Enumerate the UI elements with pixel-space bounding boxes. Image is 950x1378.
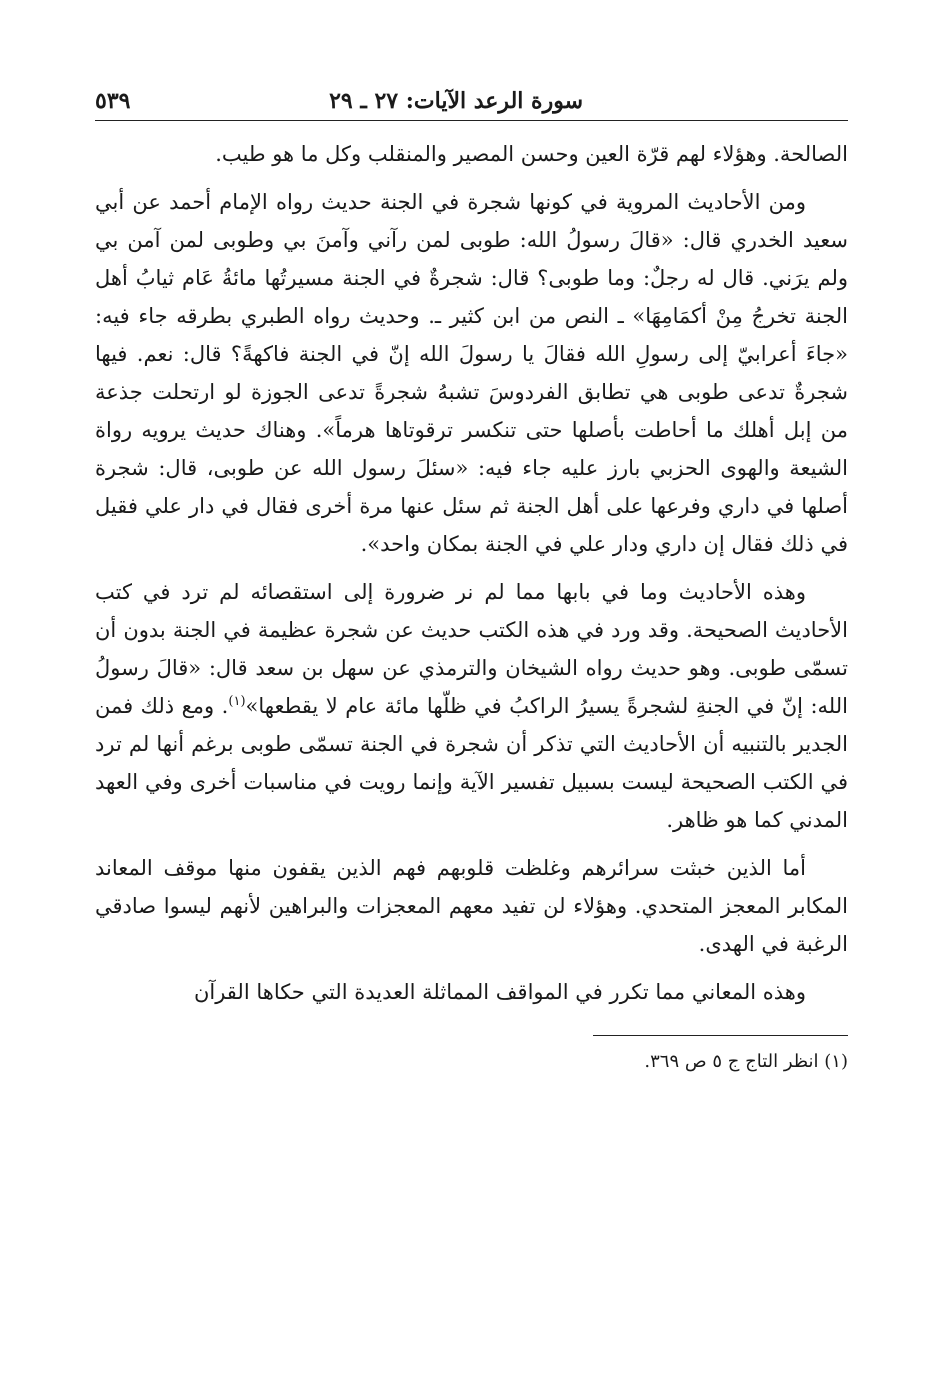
paragraph: ومن الأحاديث المروية في كونها شجرة في الجنة حديث رواه الإمام أحمد عن أبي سعيد الخدري قال: «قالَ رسولُ الله: طوبى لمن رآني وآمنَ بي وطوبى لمن آمن بي ولم يرَني. قال له رجلٌ: وما طوبى؟ قال: شجرةٌ في الجنة مسيرتُها مائةُ عَام ثيابُ أهل الجنة تخرجُ مِنْ أكمَامِهَا» ـ النص من ابن كثير ـ. وحديث رواه الطبري بطرقه جاء فيه: «جاءَ أعرابيّ إلى رسولِ الله فقالَ يا رسولَ الله إنّ في الجنة فاكهةً؟ قال: نعم. فيها شجرةٌ تدعى طوبى هي تطابق الفردوسَ تشبهُ شجرةً تدعى الجوزة لو ارتحلت جذعة من إبل أهلك ما أحاطت بأصلها حتى تنكسر ترقوتاها هرماً». وهناك حديث يرويه رواة الشيعة والهوى الحزبي بارز عليه جاء فيه: «سئلَ رسول الله عن طوبى، قال: شجرة أصلها في داري وفرعها على أهل الجنة ثم سئل عنها مرة أخرى فقال في دار علي فقيل في ذلك فقال إن داري ودار علي في الجنة بمكان واحد». bbox=[95, 190, 848, 556]
footnote-marker: (١) bbox=[228, 694, 246, 709]
paragraph: وهذه المعاني مما تكرر في المواقف المماثلة العديدة التي حكاها القرآن bbox=[193, 980, 806, 1004]
header-title: سورة الرعد الآيات: ٢٧ ـ ٢٩ bbox=[329, 88, 583, 114]
paragraph: الصالحة. وهؤلاء لهم قرّة العين وحسن المصير والمنقلب وكل ما هو طيب. bbox=[215, 142, 848, 166]
footnote-divider bbox=[593, 1035, 848, 1036]
footnote: (١) انظر التاج ج ٥ ص ٣٦٩. bbox=[644, 1051, 848, 1072]
paragraph bbox=[95, 573, 848, 839]
paragraph: أما الذين خبثت سرائرهم وغلظت قلوبهم فهم الذين يقفون منها موقف المعاند المكابر المعجز المتحدي. وهؤلاء لن تفيد معهم المعجزات والبراهين لأنهم ليسوا صادقي الرغبة في الهدى. bbox=[95, 856, 848, 956]
running-header bbox=[95, 80, 848, 121]
page bbox=[95, 80, 848, 1076]
body-text bbox=[95, 135, 848, 1011]
paragraph-text: . ومع ذلك فمن الجدير بالتنبيه أن الأحاديث التي تذكر أن شجرة في الجنة تسمّى طوبى برغم أنها لم ترد في الكتب الصحيحة ليست بسبيل تفسير الآية وإنما رويت في مناسبات أخرى وفي العهد المدني كما هو ظاهر. bbox=[95, 694, 848, 832]
page-number: ٥٣٩ bbox=[95, 88, 131, 114]
paragraph-text: وهذه الأحاديث وما في بابها مما لم نر ضرورة إلى استقصائه لم ترد في كتب الأحاديث الصحيحة. وقد ورد في هذه الكتب حديث عن شجرة عظيمة في الجنة بدون أن تسمّى طوبى. وهو حديث رواه الشيخان والترمذي عن سهل بن سعد قال: «قالَ رسولُ الله: إنّ في الجنةِ لشجرةً يسيرُ الراكبُ في ظلّها مائة عام لا يقطعها» bbox=[95, 580, 848, 718]
